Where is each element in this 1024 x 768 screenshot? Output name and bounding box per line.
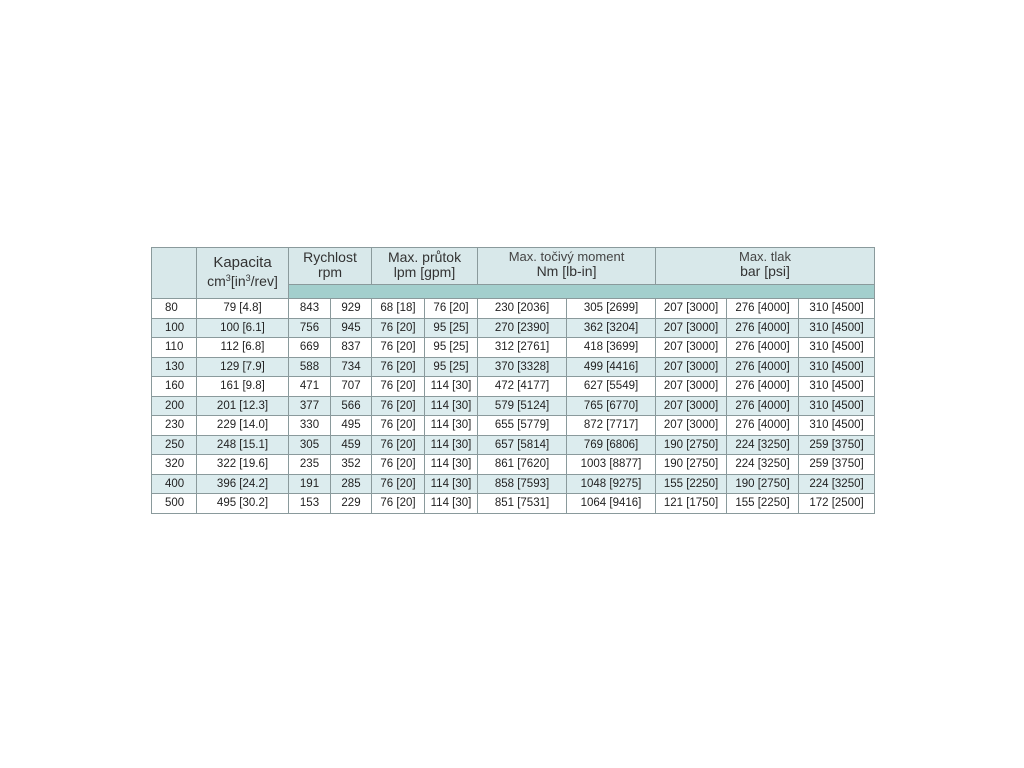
prutok-intermittent-cell: 114 [30] [425,455,478,475]
header-kapacita [197,248,289,299]
size-cell: 320 [152,455,197,475]
tlak-intermittent-cell: 224 [3250] [727,435,799,455]
tlak-peak-cell: 310 [4500] [799,416,875,436]
header-kapacita-unit: $cm^3[in^3/rev]$ [207,272,278,289]
moment-continuous-cell: 861 [7620] [478,455,567,475]
header-moment-title: Max. točivý moment [508,249,625,264]
table-row [152,435,875,455]
table-row [152,299,875,319]
moment-intermittent-cell: 362 [3204] [567,318,656,338]
moment-continuous-cell: 851 [7531] [478,494,567,514]
prutok-intermittent-cell: 114 [30] [425,416,478,436]
size-cell: 160 [152,377,197,397]
moment-intermittent-cell: 765 [6770] [567,396,656,416]
rpm-min-cell: 588 [289,357,331,377]
table-row [152,494,875,514]
rpm-max-cell: 837 [331,338,372,358]
prutok-continuous-cell: 76 [20] [372,416,425,436]
tlak-continuous-cell: 207 [3000] [656,318,727,338]
header-moment-unit: Nm [lb-in] [536,262,597,279]
tlak-continuous-cell: 207 [3000] [656,338,727,358]
prutok-continuous-cell: 76 [20] [372,318,425,338]
size-cell: 110 [152,338,197,358]
tlak-peak-cell: 310 [4500] [799,396,875,416]
moment-continuous-cell: 657 [5814] [478,435,567,455]
size-cell: 500 [152,494,197,514]
header-band [289,285,875,299]
moment-intermittent-cell: 1064 [9416] [567,494,656,514]
moment-continuous-cell: 858 [7593] [478,474,567,494]
moment-intermittent-cell: 418 [3699] [567,338,656,358]
rpm-min-cell: 471 [289,377,331,397]
rpm-max-cell: 734 [331,357,372,377]
table-body [152,299,875,514]
header-kapacita-title: Kapacita [213,254,272,271]
moment-continuous-cell: 579 [5124] [478,396,567,416]
rpm-min-cell: 843 [289,299,331,319]
rpm-min-cell: 756 [289,318,331,338]
rpm-max-cell: 707 [331,377,372,397]
rpm-max-cell: 229 [331,494,372,514]
tlak-peak-cell: 224 [3250] [799,474,875,494]
tlak-peak-cell: 259 [3750] [799,455,875,475]
spec-table [151,247,875,514]
prutok-intermittent-cell: 114 [30] [425,377,478,397]
tlak-continuous-cell: 207 [3000] [656,299,727,319]
rpm-min-cell: 377 [289,396,331,416]
moment-intermittent-cell: 305 [2699] [567,299,656,319]
kapacita-cell: 112 [6.8] [197,338,289,358]
moment-intermittent-cell: 499 [4416] [567,357,656,377]
header-prutok-unit: lpm [gpm] [393,263,456,280]
header-rychlost [289,248,372,285]
table-row [152,377,875,397]
prutok-continuous-cell: 76 [20] [372,494,425,514]
tlak-continuous-cell: 121 [1750] [656,494,727,514]
prutok-continuous-cell: 76 [20] [372,455,425,475]
kapacita-cell: 396 [24.2] [197,474,289,494]
header-tlak-title: Max. tlak [739,249,792,264]
moment-continuous-cell: 472 [4177] [478,377,567,397]
tlak-intermittent-cell: 276 [4000] [727,338,799,358]
prutok-intermittent-cell: 114 [30] [425,474,478,494]
table-row [152,416,875,436]
moment-continuous-cell: 230 [2036] [478,299,567,319]
tlak-continuous-cell: 207 [3000] [656,377,727,397]
tlak-intermittent-cell: 276 [4000] [727,416,799,436]
rpm-max-cell: 352 [331,455,372,475]
header-tlak [656,248,875,285]
rpm-min-cell: 191 [289,474,331,494]
tlak-intermittent-cell: 190 [2750] [727,474,799,494]
prutok-continuous-cell: 76 [20] [372,396,425,416]
size-cell: 80 [152,299,197,319]
header-moment [478,248,656,285]
kapacita-cell: 100 [6.1] [197,318,289,338]
prutok-continuous-cell: 76 [20] [372,377,425,397]
moment-intermittent-cell: 872 [7717] [567,416,656,436]
tlak-intermittent-cell: 276 [4000] [727,377,799,397]
tlak-continuous-cell: 207 [3000] [656,396,727,416]
prutok-intermittent-cell: 95 [25] [425,338,478,358]
prutok-intermittent-cell: 114 [30] [425,435,478,455]
prutok-continuous-cell: 76 [20] [372,474,425,494]
rpm-min-cell: 153 [289,494,331,514]
rpm-max-cell: 945 [331,318,372,338]
tlak-continuous-cell: 207 [3000] [656,416,727,436]
moment-continuous-cell: 655 [5779] [478,416,567,436]
prutok-intermittent-cell: 76 [20] [425,299,478,319]
header-rychlost-title: Rychlost [303,249,357,265]
header-tlak-unit: bar [psi] [740,262,790,279]
header-size [152,248,197,299]
tlak-peak-cell: 310 [4500] [799,338,875,358]
table-row [152,396,875,416]
tlak-peak-cell: 172 [2500] [799,494,875,514]
moment-intermittent-cell: 627 [5549] [567,377,656,397]
moment-intermittent-cell: 1048 [9275] [567,474,656,494]
moment-continuous-cell: 270 [2390] [478,318,567,338]
tlak-continuous-cell: 207 [3000] [656,357,727,377]
table-row [152,318,875,338]
tlak-peak-cell: 310 [4500] [799,299,875,319]
tlak-intermittent-cell: 276 [4000] [727,318,799,338]
tlak-peak-cell: 310 [4500] [799,377,875,397]
rpm-max-cell: 929 [331,299,372,319]
size-cell: 130 [152,357,197,377]
header-prutok-title: Max. průtok [387,249,462,265]
header-rychlost-unit: rpm [317,263,343,280]
rpm-max-cell: 495 [331,416,372,436]
tlak-intermittent-cell: 276 [4000] [727,357,799,377]
tlak-intermittent-cell: 224 [3250] [727,455,799,475]
moment-intermittent-cell: 1003 [8877] [567,455,656,475]
tlak-continuous-cell: 155 [2250] [656,474,727,494]
moment-continuous-cell: 312 [2761] [478,338,567,358]
moment-continuous-cell: 370 [3328] [478,357,567,377]
prutok-intermittent-cell: 95 [25] [425,357,478,377]
tlak-continuous-cell: 190 [2750] [656,455,727,475]
prutok-continuous-cell: 76 [20] [372,338,425,358]
tlak-intermittent-cell: 276 [4000] [727,396,799,416]
prutok-intermittent-cell: 114 [30] [425,494,478,514]
rpm-max-cell: 285 [331,474,372,494]
size-cell: 400 [152,474,197,494]
table-row [152,338,875,358]
prutok-continuous-cell: 76 [20] [372,357,425,377]
table-header [152,248,875,299]
rpm-min-cell: 235 [289,455,331,475]
kapacita-cell: 495 [30.2] [197,494,289,514]
tlak-continuous-cell: 190 [2750] [656,435,727,455]
size-cell: 250 [152,435,197,455]
tlak-peak-cell: 310 [4500] [799,318,875,338]
tlak-intermittent-cell: 276 [4000] [727,299,799,319]
tlak-peak-cell: 310 [4500] [799,357,875,377]
kapacita-cell: 129 [7.9] [197,357,289,377]
header-prutok [372,248,478,285]
prutok-intermittent-cell: 95 [25] [425,318,478,338]
rpm-max-cell: 566 [331,396,372,416]
moment-intermittent-cell: 769 [6806] [567,435,656,455]
prutok-continuous-cell: 68 [18] [372,299,425,319]
tlak-peak-cell: 259 [3750] [799,435,875,455]
rpm-max-cell: 459 [331,435,372,455]
kapacita-cell: 201 [12.3] [197,396,289,416]
size-cell: 230 [152,416,197,436]
size-cell: 100 [152,318,197,338]
rpm-min-cell: 305 [289,435,331,455]
rpm-min-cell: 330 [289,416,331,436]
rpm-min-cell: 669 [289,338,331,358]
prutok-continuous-cell: 76 [20] [372,435,425,455]
kapacita-cell: 248 [15.1] [197,435,289,455]
size-cell: 200 [152,396,197,416]
prutok-intermittent-cell: 114 [30] [425,396,478,416]
kapacita-cell: 79 [4.8] [197,299,289,319]
table-row [152,357,875,377]
kapacita-cell: 322 [19.6] [197,455,289,475]
table-row [152,455,875,475]
table-row [152,474,875,494]
kapacita-cell: 161 [9.8] [197,377,289,397]
tlak-intermittent-cell: 155 [2250] [727,494,799,514]
kapacita-cell: 229 [14.0] [197,416,289,436]
